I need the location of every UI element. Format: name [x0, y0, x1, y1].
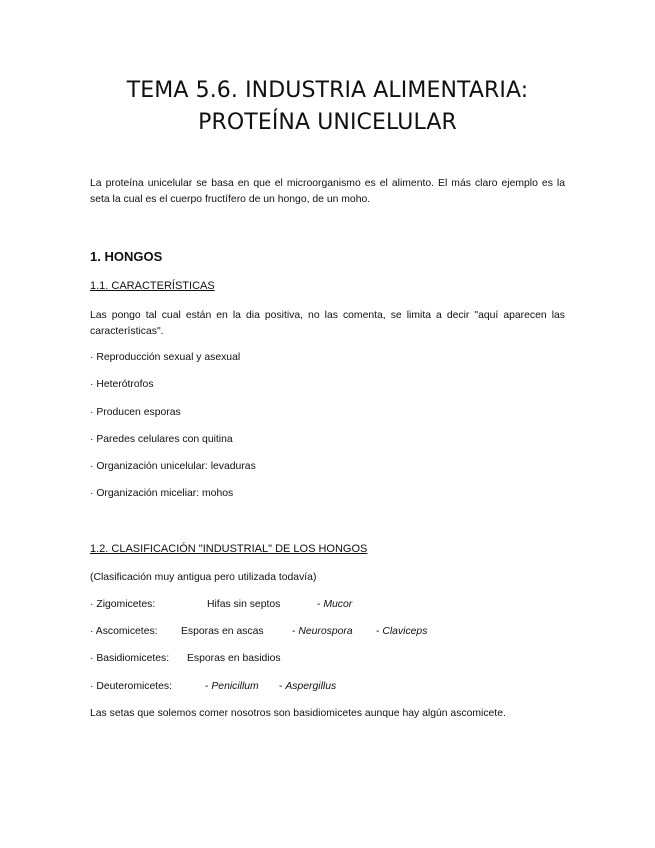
class-name-deuteromicetes: · Deuteromicetes:: [90, 681, 172, 692]
page-title-line-1: TEMA 5.6. INDUSTRIA ALIMENTARIA:: [126, 78, 529, 103]
class-example-deuteromicetes-2: - Aspergillus: [279, 681, 337, 692]
clasificacion-note: (Clasificación muy antigua pero utilizada todavía): [90, 572, 317, 583]
class-example-zigomicetes: - Mucor: [317, 599, 353, 610]
section-heading-hongos: 1. HONGOS: [90, 249, 163, 264]
class-example-deuteromicetes-1: - Penicillum: [205, 681, 259, 692]
list-item: · Producen esporas: [90, 407, 181, 418]
page-title-line-2: PROTEÍNA UNICELULAR: [198, 110, 457, 135]
list-item: · Heterótrofos: [90, 379, 154, 390]
class-desc-zigomicetes: Hifas sin septos: [207, 599, 281, 610]
class-name-basidiomicetes: · Basidiomicetes:: [90, 653, 170, 664]
class-desc-basidiomicetes: Esporas en basidios: [187, 653, 281, 664]
list-item: · Organización unicelular: levaduras: [90, 461, 256, 472]
list-item: · Reproducción sexual y asexual: [90, 352, 241, 363]
intro-paragraph: La proteína unicelular se basa en que el microorganismo es el alimento. El más claro ejemplo es la seta la cual es el cuerpo fructífero de un hongo, de un moho.: [90, 178, 565, 205]
class-desc-ascomicetes: Esporas en ascas: [181, 626, 264, 637]
class-name-zigomicetes: · Zigomicetes:: [90, 599, 156, 610]
class-name-ascomicetes: · Ascomicetes:: [90, 626, 158, 637]
class-example-ascomicetes-1: - Neurospora: [292, 626, 353, 637]
list-item: · Organización miceliar: mohos: [90, 488, 234, 499]
subsection-heading-caracteristicas: 1.1. CARACTERÍSTICAS: [90, 280, 215, 292]
class-example-ascomicetes-2: - Claviceps: [376, 626, 428, 637]
subsection-heading-clasificacion: 1.2. CLASIFICACIÓN "INDUSTRIAL" DE LOS HONGOS: [90, 543, 368, 555]
list-item: · Paredes celulares con quitina: [90, 434, 233, 445]
closing-paragraph: Las setas que solemos comer nosotros son basidiomicetes aunque hay algún ascomicete.: [90, 708, 506, 719]
caracteristicas-paragraph: Las pongo tal cual están en la dia positiva, no las comenta, se limita a decir "aquí aparecen las características".: [90, 310, 565, 337]
